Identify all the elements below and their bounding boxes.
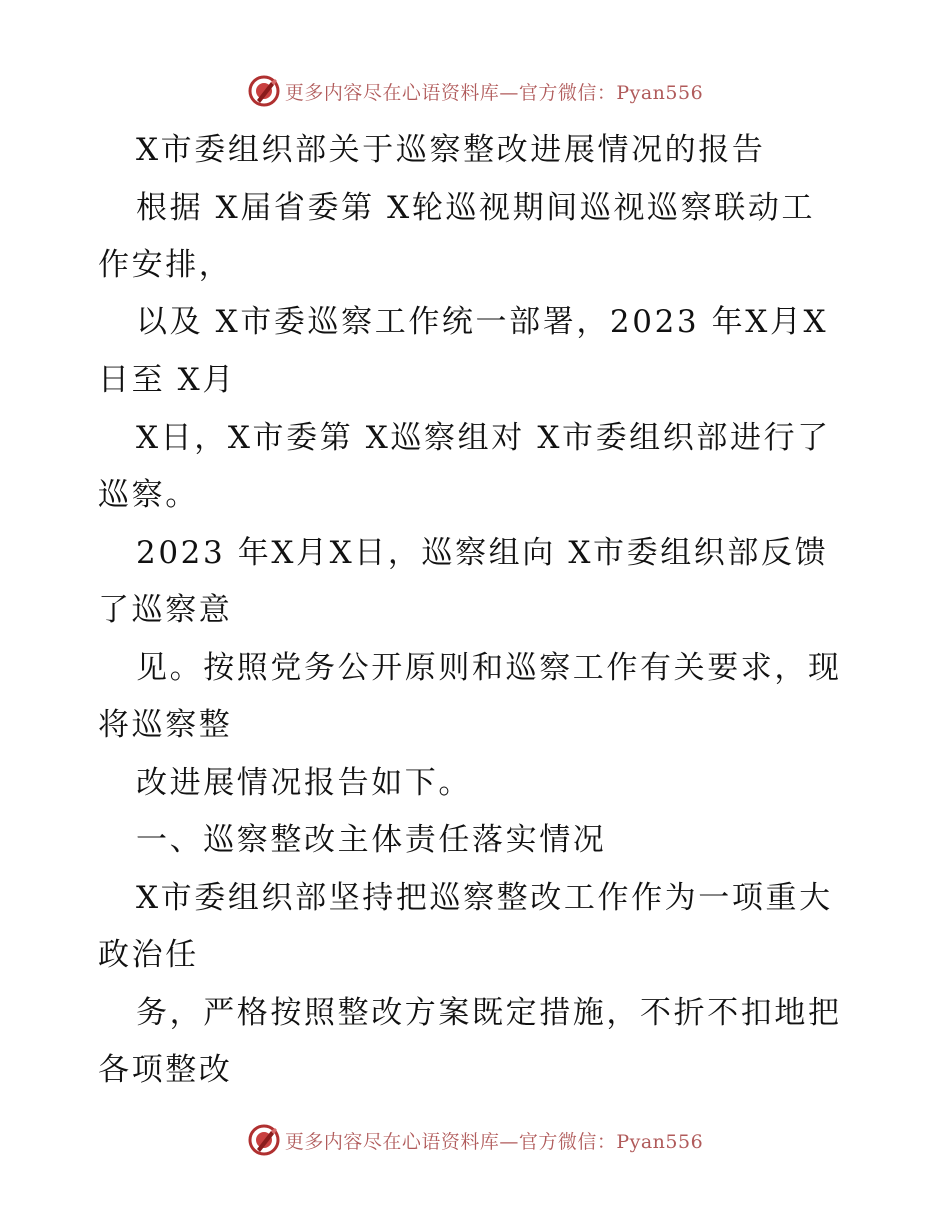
body-line: 日至 X月 [98, 362, 236, 398]
watermark-text: 更多内容尽在心语资料库—官方微信：Pyan556 [284, 81, 704, 104]
body-line: X市委组织部坚持把巡察整改工作作为一项重大 [136, 880, 833, 916]
body-line: 改进展情况报告如下。 [136, 765, 472, 801]
body-line: 各项整改 [98, 1052, 233, 1088]
body-line: X日，X市委第 X巡察组对 X市委组织部进行了 [136, 420, 831, 456]
body-line: 2023 年X月X日，巡察组向 X市委组织部反馈 [136, 535, 829, 571]
pen-circle-logo-icon [247, 1123, 281, 1157]
body-line: 将巡察整 [98, 707, 233, 743]
section-heading: 一、巡察整改主体责任落实情况 [136, 822, 607, 858]
body-line: 根据 X届省委第 X轮巡视期间巡视巡察联动工 [136, 190, 816, 226]
body-line: 巡察。 [98, 477, 199, 513]
body-line: 见。按照党务公开原则和巡察工作有关要求，现 [136, 650, 842, 686]
watermark-text: 更多内容尽在心语资料库—官方微信：Pyan556 [284, 1130, 704, 1153]
pen-circle-logo-icon [247, 74, 281, 108]
body-line: 政治任 [98, 937, 199, 973]
watermark-banner-bottom [0, 1120, 950, 1160]
document-title: X市委组织部关于巡察整改进展情况的报告 [136, 132, 766, 168]
watermark-banner-top [0, 71, 950, 111]
body-line: 以及 X市委巡察工作统一部署，2023 年X月X [136, 304, 829, 340]
body-line: 作安排， [98, 247, 233, 283]
body-line: 了巡察意 [98, 592, 233, 628]
body-line: 务，严格按照整改方案既定措施，不折不扣地把 [136, 995, 842, 1031]
